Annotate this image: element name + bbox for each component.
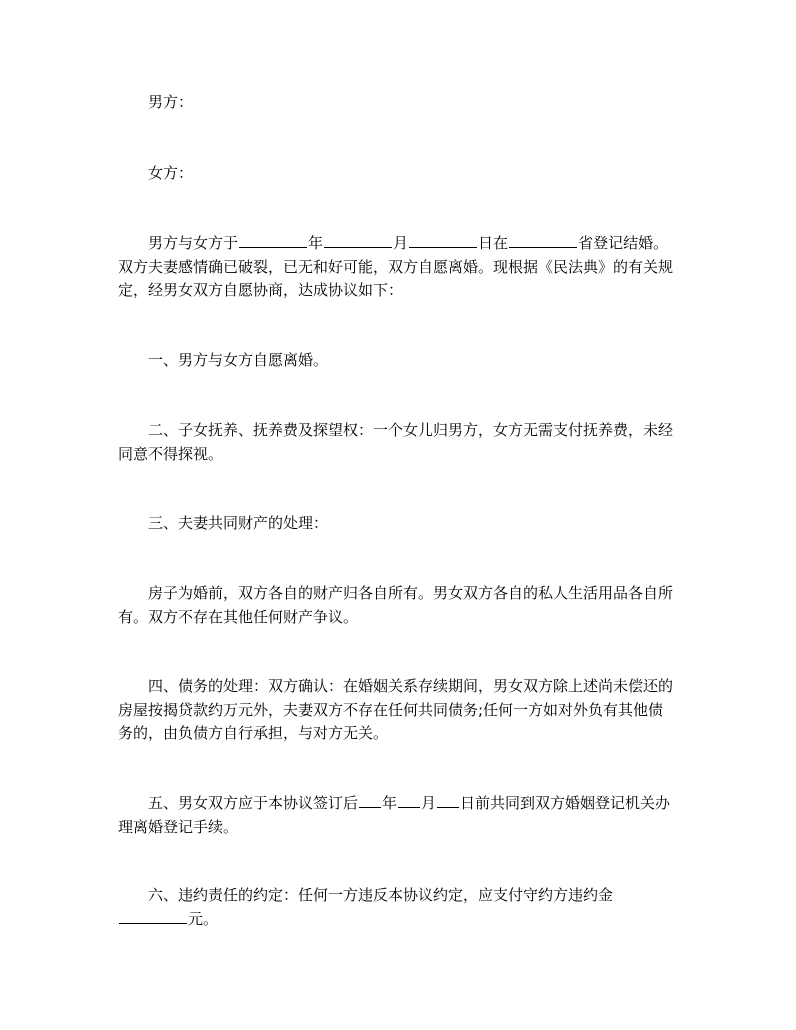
clause-5-year-label: 年 (382, 794, 398, 812)
female-party-label-text: 女方： (148, 164, 194, 182)
clause-5-month-label: 月 (421, 794, 437, 812)
clause-1 (118, 349, 678, 373)
day-blank (409, 232, 477, 248)
penalty-amount-blank (119, 908, 187, 924)
clause-5 (118, 792, 678, 839)
clause-4-text: 四、债务的处理：双方确认：在婚姻关系存续期间，男女双方除上述尚未偿还的房屋按揭贷款约万元外，夫妻双方不存在任何共同债务;任何一方如对外负有其他债务的，由负债方自行承担，与对方无关。 (118, 677, 674, 742)
intro-paragraph (118, 232, 678, 303)
clause-4 (118, 675, 678, 746)
property-paragraph (118, 582, 678, 629)
intro-text-rest: 省登记结婚。双方夫妻感情确已破裂，已无和好可能，双方自愿离婚。现根据《民法典》的有关规定，经男女双方自愿协商，达成协议如下： (118, 234, 674, 299)
clause-2 (118, 419, 678, 466)
intro-text-start: 男方与女方于 (148, 234, 239, 252)
clause-1-text: 一、男方与女方自愿离婚。 (148, 351, 329, 369)
year-label: 年 (308, 234, 324, 252)
clause-6-yuan-label: 元。 (188, 909, 219, 928)
clause-5-month-blank (398, 792, 420, 808)
month-blank (324, 232, 392, 248)
clause-5-year-blank (359, 792, 381, 808)
clause-2-text: 二、子女抚养、抚养费及探望权：一个女儿归男方，女方无需支付抚养费，未经同意不得探视。 (118, 421, 674, 463)
clause-3-text: 三、夫妻共同财产的处理： (148, 514, 329, 532)
clause-5-text-start: 五、男女双方应于本协议签订后 (148, 794, 359, 812)
clause-5-day-blank (437, 792, 459, 808)
year-blank (239, 232, 307, 248)
day-label: 日在 (478, 234, 509, 252)
month-label: 月 (393, 234, 409, 252)
clause-6-text-start: 六、违约责任的约定：任何一方违反本协议约定，应支付守约方违约金 (148, 886, 614, 904)
female-party-label (118, 162, 678, 186)
property-text: 房子为婚前，双方各自的财产归各自所有。男女双方各自的私人生活用品各自所有。双方不存在其他任何财产争议。 (118, 584, 674, 626)
clause-5-text-rest: 日前共同到双方婚姻登记机关办理离婚登记手续。 (118, 794, 671, 836)
clause-3 (118, 512, 678, 536)
male-party-label-text: 男方： (148, 93, 194, 111)
province-blank (509, 232, 577, 248)
male-party-label (118, 91, 678, 115)
clause-6 (118, 884, 678, 931)
